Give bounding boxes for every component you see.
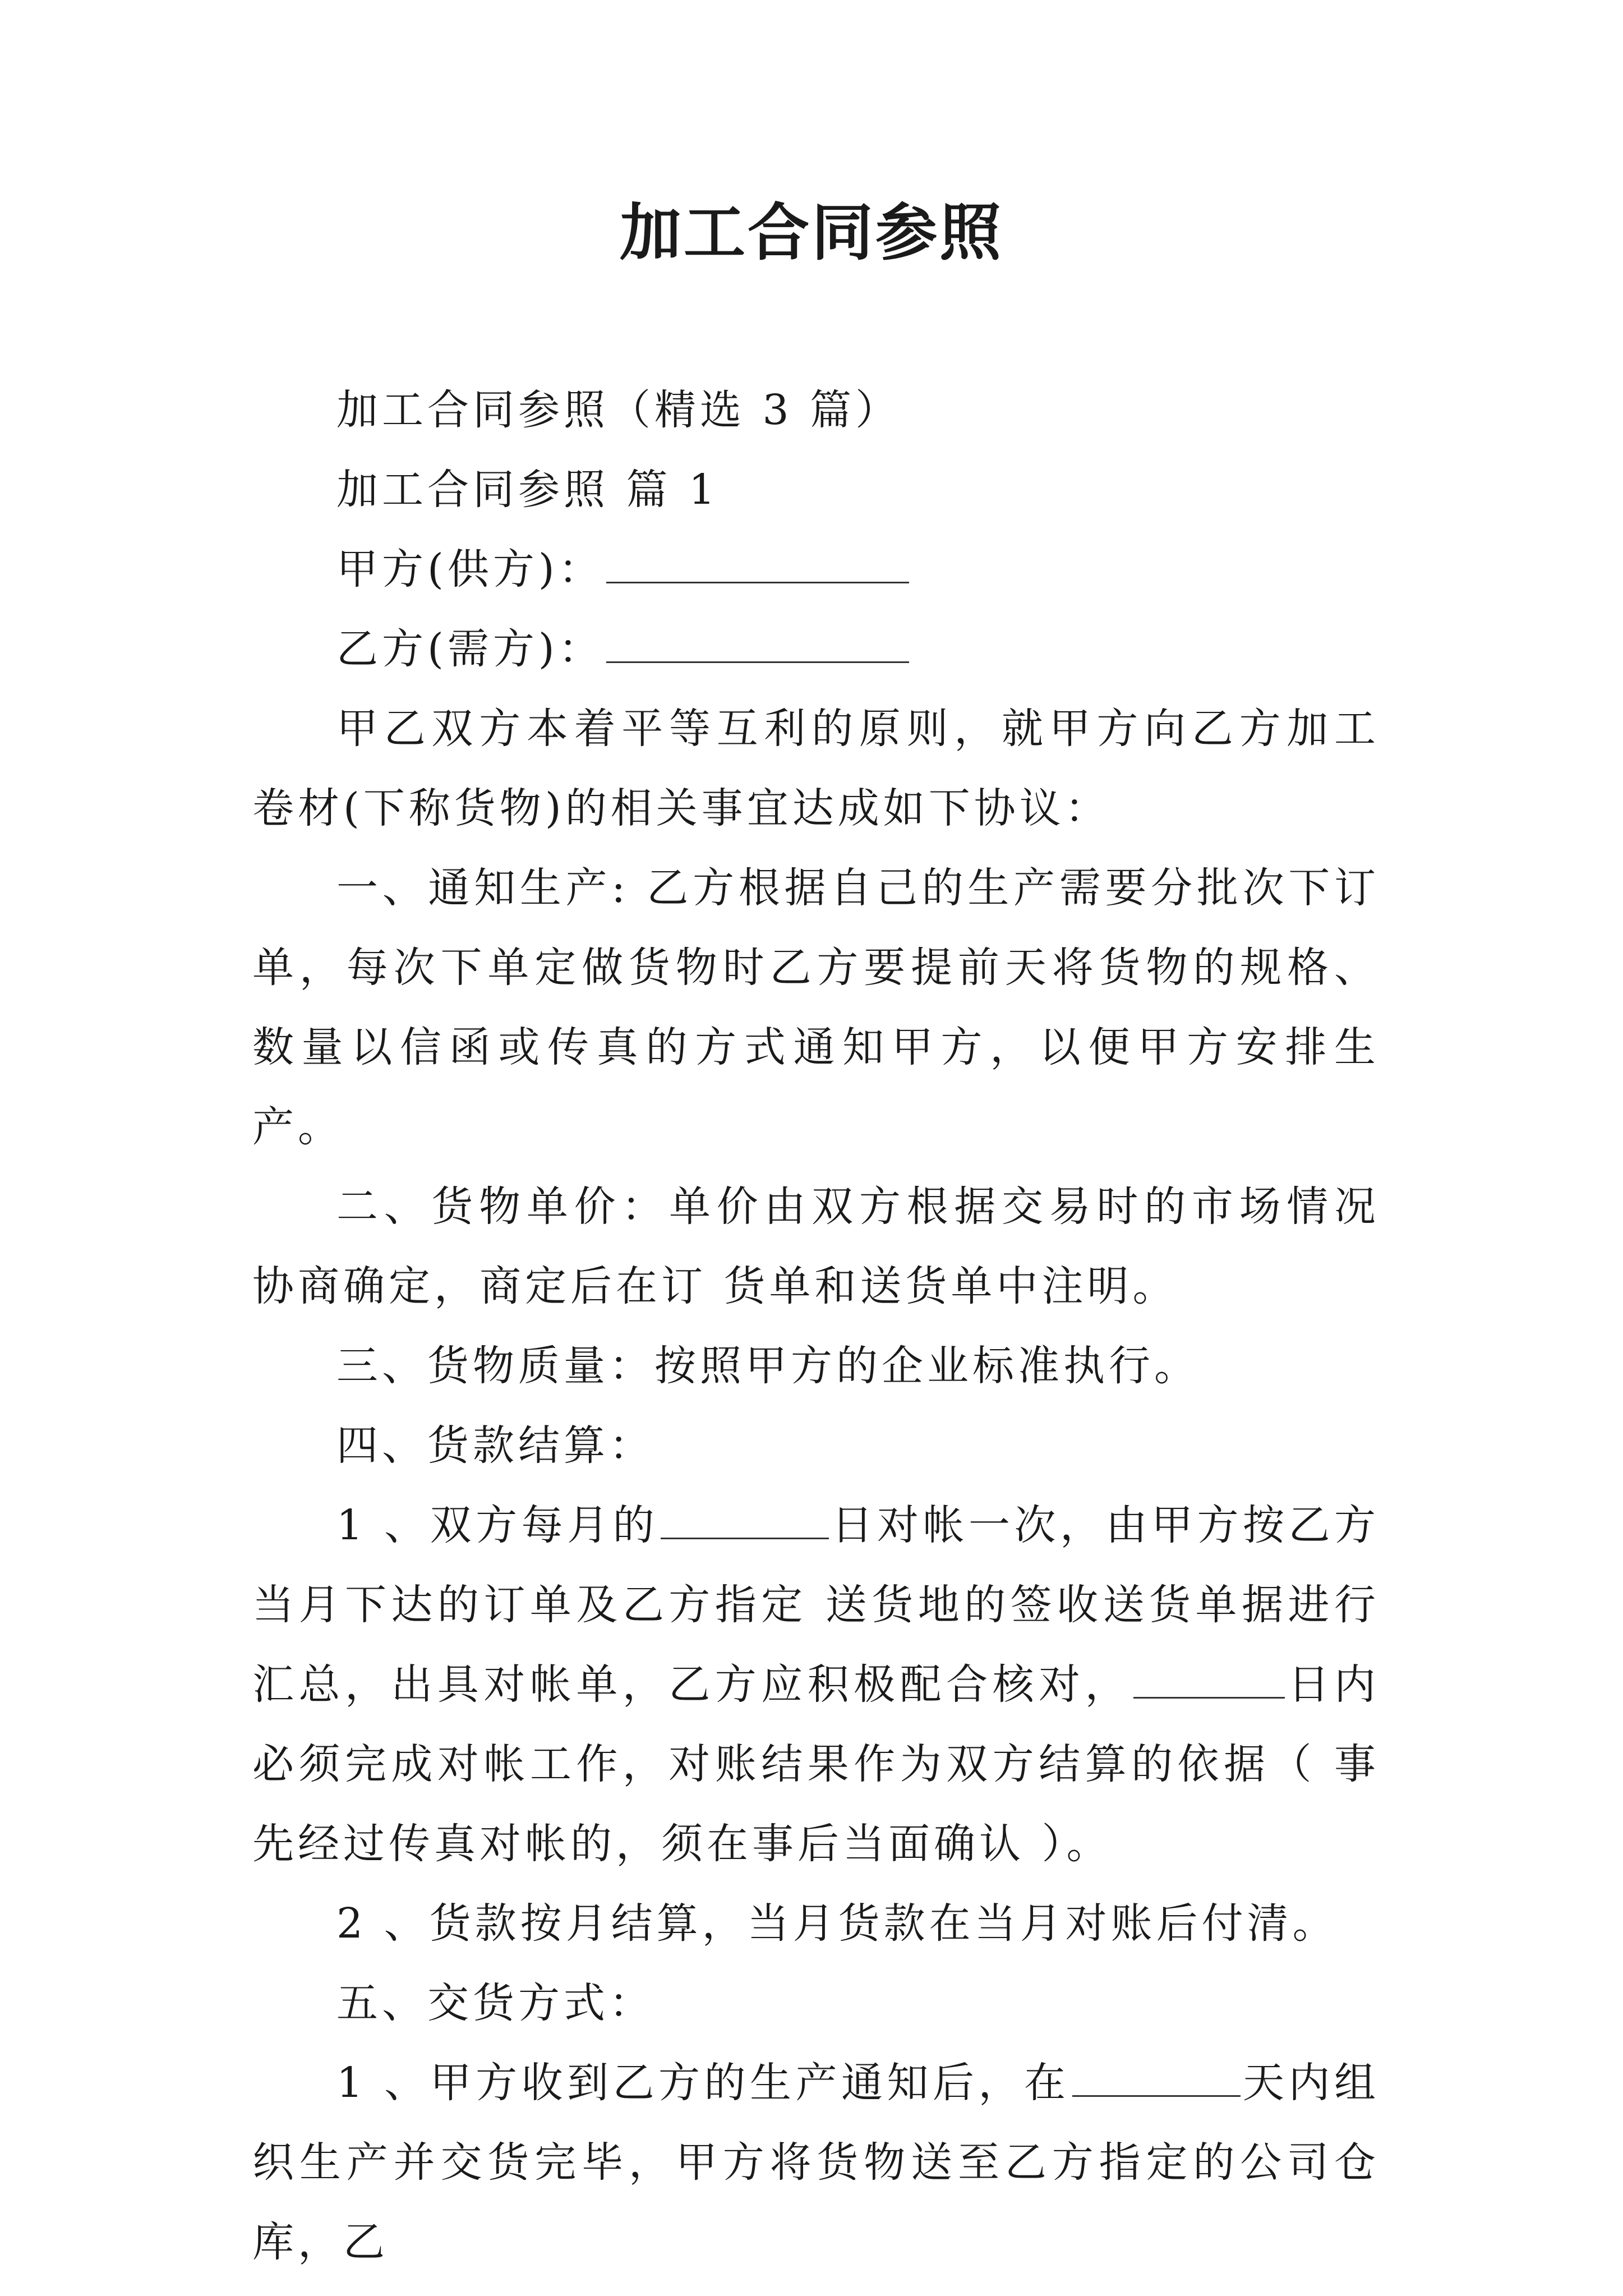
party-a-label: 甲方(供方)： <box>336 545 604 593</box>
clause-5-1-part-a: 1 、甲方收到乙方的生产通知后，在 <box>336 2059 1070 2107</box>
intro-paragraph: 甲乙双方本着平等互利的原则，就甲方向乙方加工卷材(下称货物)的相关事宜达成如下协议： <box>252 705 1380 832</box>
party-b-blank <box>606 620 909 663</box>
day-blank-1 <box>661 1496 829 1539</box>
party-a-line <box>252 530 1380 609</box>
subtitle: 加工合同参照（精选 3 篇） <box>336 386 901 434</box>
clause-4-heading: 四、货款结算： <box>336 1421 654 1470</box>
clause-4-2: 2 、货款按月结算，当月货款在当月对账后付清。 <box>336 1899 1338 1948</box>
clause-4-1-part-c: 日内必须完成对帐工作，对账结果作为双方结算的依据（ 事先经过传真对帐的，须在事后当面确认 ）。 <box>252 1660 1380 1868</box>
clause-4-1-part-b: 日对帐一次，由甲方按乙方当月下达的订单及乙方指定 送货地的签收送货单据进行汇总，出具对帐单，乙方应积极配合核对， <box>252 1501 1380 1709</box>
day-blank-2 <box>1133 1655 1285 1699</box>
party-a-blank <box>606 540 909 583</box>
party-b-line <box>252 609 1380 689</box>
clause-4-1 <box>252 1485 1380 1884</box>
clause-3: 三、货物质量：按照甲方的企业标准执行。 <box>336 1342 1200 1390</box>
clause-4-1-part-a: 1 、双方每月的 <box>336 1501 659 1549</box>
clause-5-heading: 五、交货方式： <box>336 1979 654 2027</box>
clause-5-1 <box>252 2043 1380 2282</box>
days-blank <box>1072 2054 1241 2097</box>
clause-1: 一、通知生产: 乙方根据自己的生产需要分批次下订单，每次下单定做货物时乙方要提前天将货物的规格、数量以信函或传真的方式通知甲方，以便甲方安排生产。 <box>252 864 1380 1151</box>
clause-2: 二、货物单价：单价由双方根据交易时的市场情况协商确定，商定后在订 货单和送货单中注明。 <box>252 1182 1380 1310</box>
document-title: 加工合同参照 <box>620 196 1003 269</box>
clause-5-1-part-b: 天内组织生产并交货完毕，甲方将货物送至乙方指定的公司仓库，乙 <box>252 2059 1380 2266</box>
section-heading: 加工合同参照 篇 1 <box>336 466 720 514</box>
party-b-label: 乙方(需方)： <box>336 625 604 673</box>
document-body <box>252 370 1380 2282</box>
